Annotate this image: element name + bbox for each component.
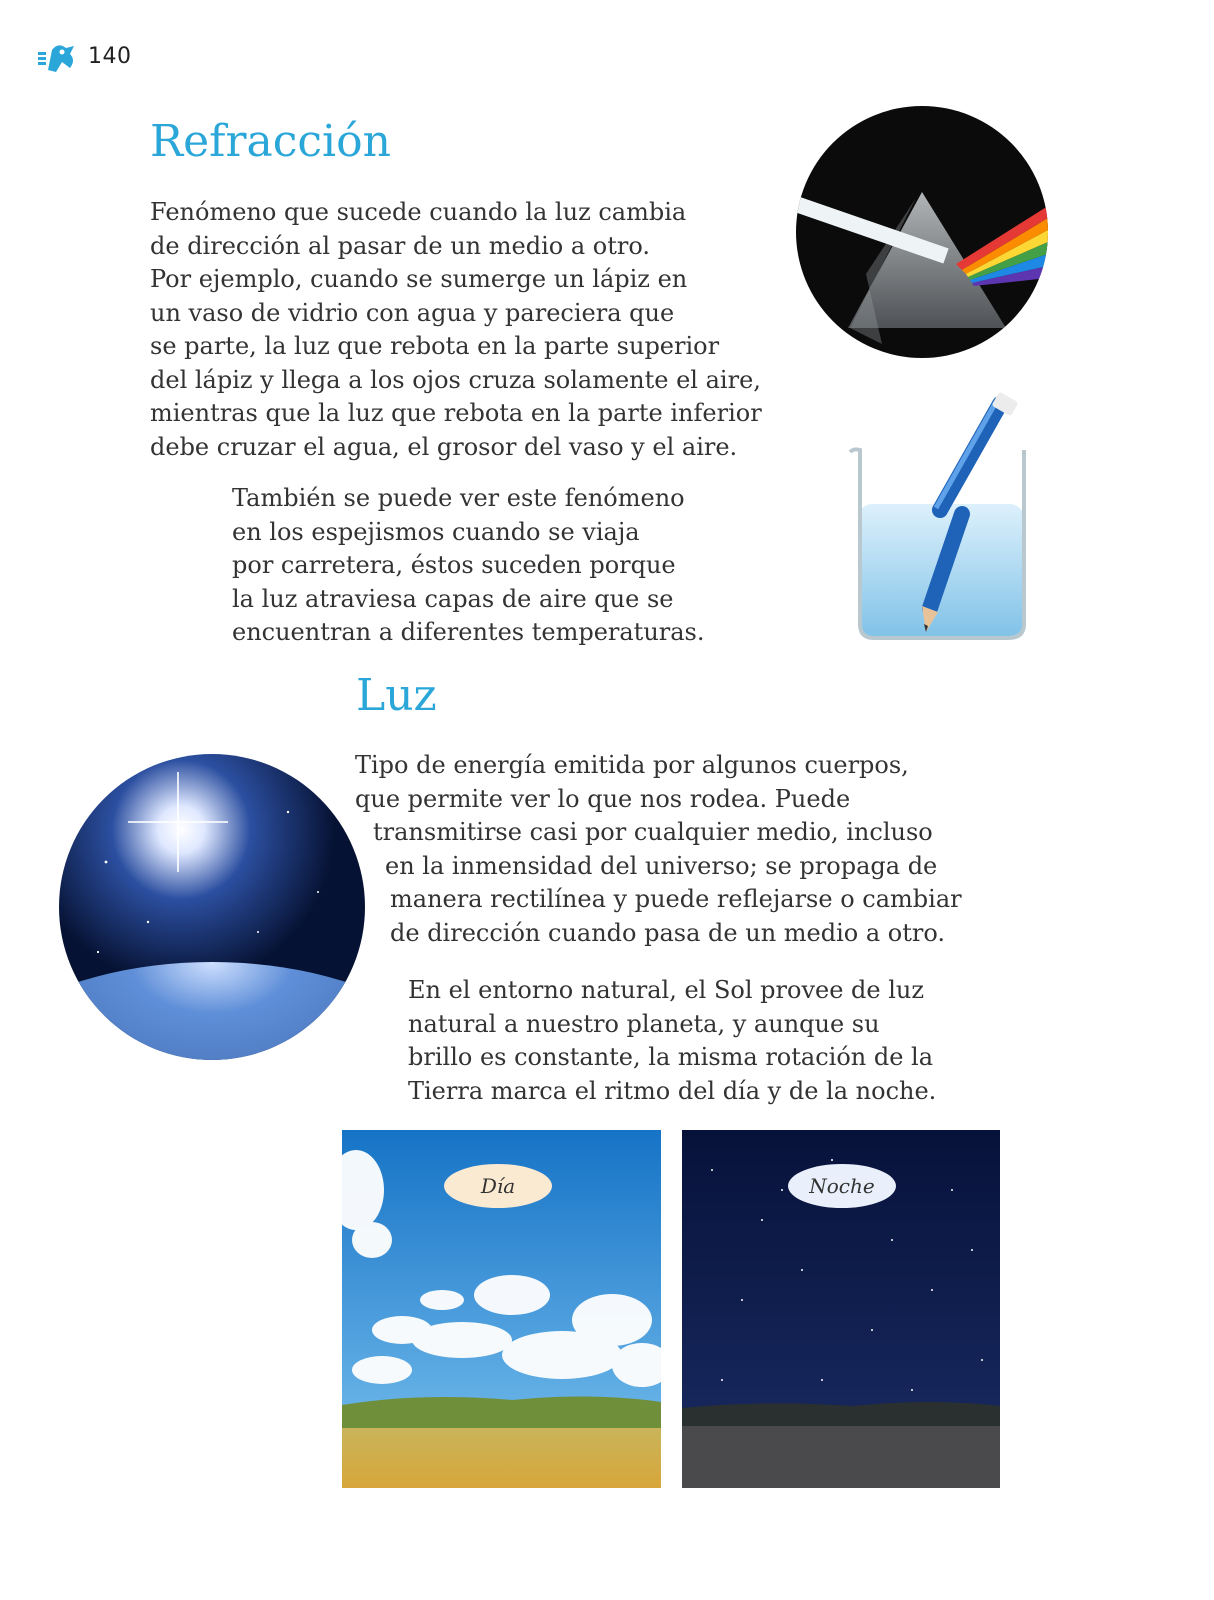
luz-paragraph-1-line: de dirección cuando pasa de un medio a otro. (390, 918, 946, 947)
book-logo-icon (36, 40, 78, 76)
luz-paragraph-1-line: Tipo de energía emitida por algunos cuerpos, (355, 751, 909, 779)
prism-dispersion-image (796, 106, 1048, 358)
night-label: Noche (788, 1164, 896, 1208)
page-number: 140 (88, 44, 132, 69)
refraccion-paragraph-2: También se puede ver este fenómeno en los espejismos cuando se viaja por carretera, éstos suceden porque la luz atraviesa capas de aire que se encuentran a diferentes temperaturas. (232, 484, 705, 646)
refraccion-heading: Refracción (150, 116, 391, 167)
night-photo (682, 1130, 1000, 1488)
space-earth-image (58, 752, 366, 1062)
luz-paragraph-1-line: transmitirse casi por cualquier medio, incluso (373, 818, 933, 846)
luz-heading: Luz (356, 670, 437, 721)
luz-paragraph-1-line: que permite ver lo que nos rodea. Puede (355, 784, 851, 813)
day-photo (342, 1130, 661, 1488)
day-label: Día (444, 1164, 552, 1208)
refraccion-paragraph-1: Fenómeno que sucede cuando la luz cambia de dirección al pasar de un medio a otro. Por ejemplo, cuando se sumerge un lápiz en un vaso de vidrio con agua y pareciera que se parte, la luz que rebota en la parte superior del lápiz y llega a los ojos cruza solamente el aire, mientras que la luz que rebota en la parte inferior debe cruzar el agua, el grosor del vaso y el aire. (150, 198, 762, 461)
luz-paragraph-1-line: manera rectilínea y puede reflejarse o cambiar (390, 885, 962, 913)
luz-paragraph-2: En el entorno natural, el Sol provee de luz natural a nuestro planeta, y aunque su brillo es constante, la misma rotación de la Tierra marca el ritmo del día y de la noche. (408, 976, 937, 1105)
beaker-pencil-image (844, 392, 1034, 642)
luz-paragraph-1-line: en la inmensidad del universo; se propaga de (385, 851, 938, 880)
